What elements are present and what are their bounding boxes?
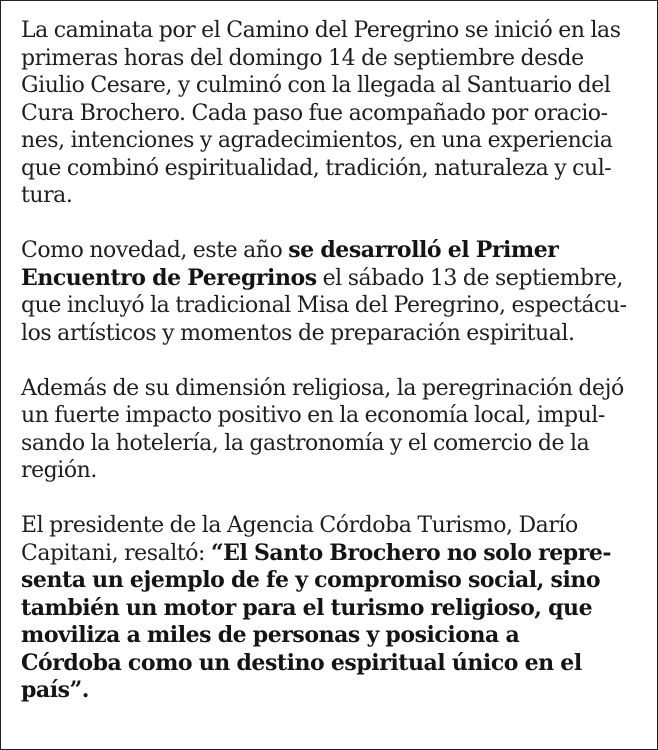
- bold-quote-line: senta un ejemplo de fe y compromiso social, sino: [21, 567, 601, 593]
- text-line: Giulio Cesare, y culminó con la llegada al Santuario del: [21, 73, 611, 98]
- paragraph-1: [21, 17, 641, 210]
- article-body: [21, 17, 641, 705]
- text-line: [21, 540, 641, 568]
- text-line: sando la hotelería, la gastronomía y el comercio de la: [21, 430, 590, 456]
- bold-quote-line: Córdoba como un destino espiritual único en el: [21, 649, 582, 676]
- text-line: [21, 237, 641, 265]
- paragraph-4-quote: [21, 512, 641, 705]
- text-line: los artísticos y momentos de preparación espiritual.: [21, 320, 575, 346]
- text-line: un fuerte impacto positivo en la economía local, impul-: [21, 403, 605, 428]
- text-run: Capitani, resaltó:: [21, 540, 211, 566]
- text-line: que incluyó la tradicional Misa del Peregrino, espectácu-: [21, 293, 627, 318]
- text-line: que combinó espiritualidad, tradición, naturaleza y cul-: [21, 155, 612, 181]
- paragraph-gap: [21, 347, 641, 375]
- paragraph-gap: [21, 485, 641, 513]
- text-line: primeras horas del domingo 14 de septiembre desde: [21, 45, 584, 71]
- bold-quote-line: país”.: [21, 677, 89, 703]
- paragraph-gap: [21, 210, 641, 238]
- text-run: Como novedad, este año: [21, 238, 289, 263]
- bold-quote-run: “El Santo Brochero no solo repre-: [210, 539, 612, 566]
- text-line: El presidente de la Agencia Córdoba Turismo, Darío: [21, 513, 578, 538]
- bold-text-run: Encuentro de Peregrinos: [21, 264, 317, 291]
- text-line: tura.: [21, 183, 73, 208]
- text-line: [21, 265, 641, 293]
- text-run: el sábado 13 de septiembre,: [316, 265, 623, 291]
- text-line: nes, intenciones y agradecimientos, en una experiencia: [21, 128, 613, 153]
- bold-text-run: se desarrolló el Primer: [288, 237, 559, 263]
- bold-quote-line: también un motor para el turismo religioso, que: [21, 594, 593, 621]
- text-line: región.: [21, 458, 97, 483]
- bold-quote-line: moviliza a miles de personas y posiciona a: [21, 622, 520, 648]
- text-line: Cura Brochero. Cada paso fue acompañado por oracio-: [21, 100, 608, 126]
- paragraph-3: [21, 375, 641, 485]
- text-line: Además de su dimensión religiosa, la peregrinación dejó: [21, 375, 624, 401]
- paragraph-2: [21, 237, 641, 347]
- text-line: La caminata por el Camino del Peregrino se inició en las: [21, 18, 621, 43]
